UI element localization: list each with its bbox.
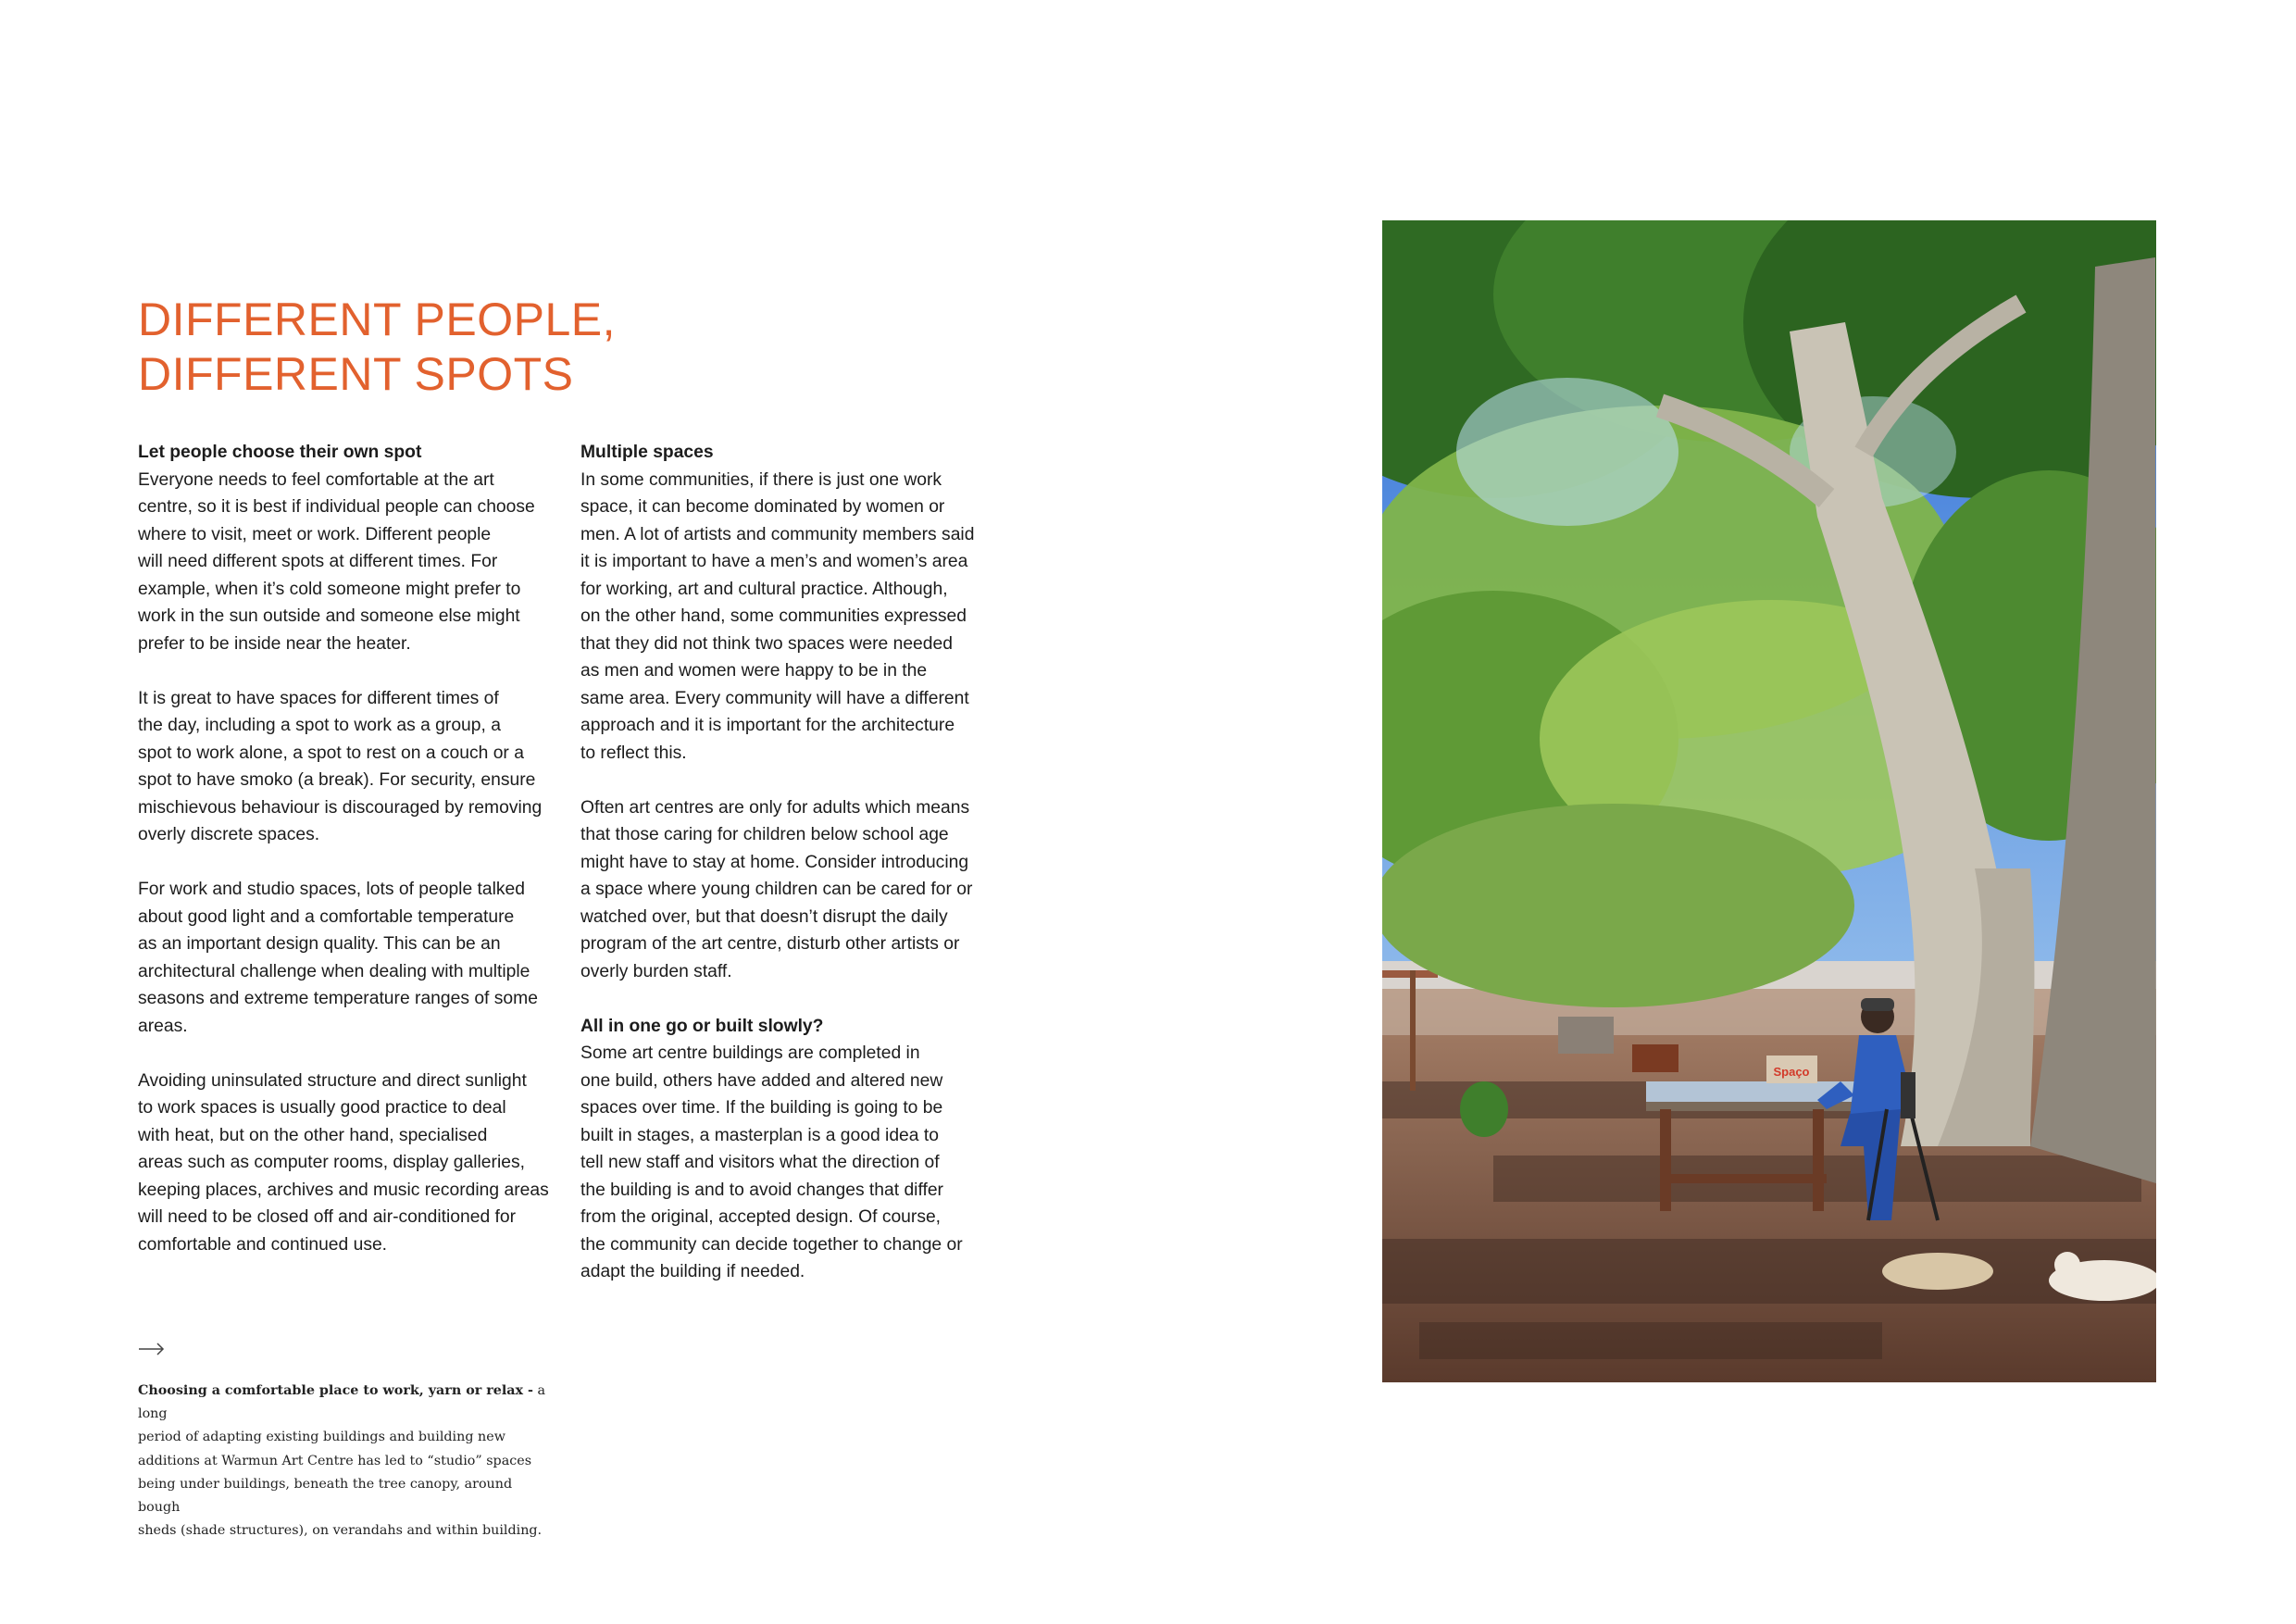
paragraph-block <box>138 1068 564 1259</box>
paragraph-block <box>138 876 564 1040</box>
title-line-2: DIFFERENT SPOTS <box>138 348 574 400</box>
page-title <box>138 293 786 402</box>
paragraph: Avoiding uninsulated structure and direct sunlight to work spaces is usually good practice to deal with heat, but on the other hand, specialised areas such as computer rooms, display galleries, keeping places, archives and music recording areas will need to be closed off and air-conditioned for comfortable and continued use. <box>138 1070 549 1255</box>
box-label: Spaço <box>1773 1065 1810 1079</box>
section-choose-spot <box>138 439 564 657</box>
paragraph: Some art centre buildings are completed in one build, others have added and altered new spaces over time. If the building is going to be built in stages, a masterplan is a good idea to tell new staff and visitors what the direction of the building is and to avoid changes that differ from the original, accepted design. Of course, the community can decide together to change or adapt the building if needed. <box>580 1043 963 1281</box>
caption-title: Choosing a comfortable place to work, yarn or relax - <box>138 1383 533 1398</box>
text-column-left <box>138 439 564 1286</box>
section-multiple-spaces <box>580 439 1006 767</box>
photo-caption <box>138 1380 555 1543</box>
photo-artist-under-tree <box>1382 220 2156 1382</box>
paragraph: In some communities, if there is just one work space, it can become dominated by women or men. A lot of artists and community members said it is important to have a men’s and women’s area for working, art and cultural practice. Although, on the other hand, some communities expressed that they did not think two spaces were needed as men and women were happy to be in the same area. Every community will have a different approach and it is important for the architecture to reflect this. <box>580 469 975 763</box>
paragraph-block <box>138 685 564 849</box>
section-heading: Let people choose their own spot <box>138 443 422 462</box>
section-heading: All in one go or built slowly? <box>580 1016 824 1036</box>
caption-text: a long period of adapting existing buildings and building new additions at Warmun Art Centre has led to “studio” spaces being under buildings, beneath the tree canopy, around bough sheds (shade structures), on verandahs and within building. <box>138 1383 546 1539</box>
text-column-right <box>580 439 1006 1313</box>
section-heading: Multiple spaces <box>580 443 714 462</box>
paragraph: For work and studio spaces, lots of people talked about good light and a comfortable temperature as an important design quality. This can be an architectural challenge when dealing with multiple seasons and extreme temperature ranges of some areas. <box>138 880 538 1036</box>
title-line-1: DIFFERENT PEOPLE, <box>138 294 617 345</box>
section-built-slowly <box>580 1013 1006 1286</box>
photo-illustration <box>1382 220 2156 1382</box>
right-arrow-icon <box>138 1340 166 1358</box>
paragraph: Often art centres are only for adults which means that those caring for children below school age might have to stay at home. Consider introducing a space where young children can be cared for or watched over, but that doesn’t disrupt the daily program of the art centre, disturb other artists or overly burden staff. <box>580 797 973 981</box>
paragraph: It is great to have spaces for different times of the day, including a spot to work as a group, a spot to work alone, a spot to rest on a couch or a spot to have smoko (a break). For security, ensure mischievous behaviour is discouraged by removing overly discrete spaces. <box>138 688 543 844</box>
paragraph: Everyone needs to feel comfortable at the art centre, so it is best if individual people can choose where to visit, meet or work. Different people will need different spots at different times. For example, when it’s cold someone might prefer to work in the sun outside and someone else might prefer to be inside near the heater. <box>138 469 535 654</box>
paragraph-block <box>580 794 1006 986</box>
